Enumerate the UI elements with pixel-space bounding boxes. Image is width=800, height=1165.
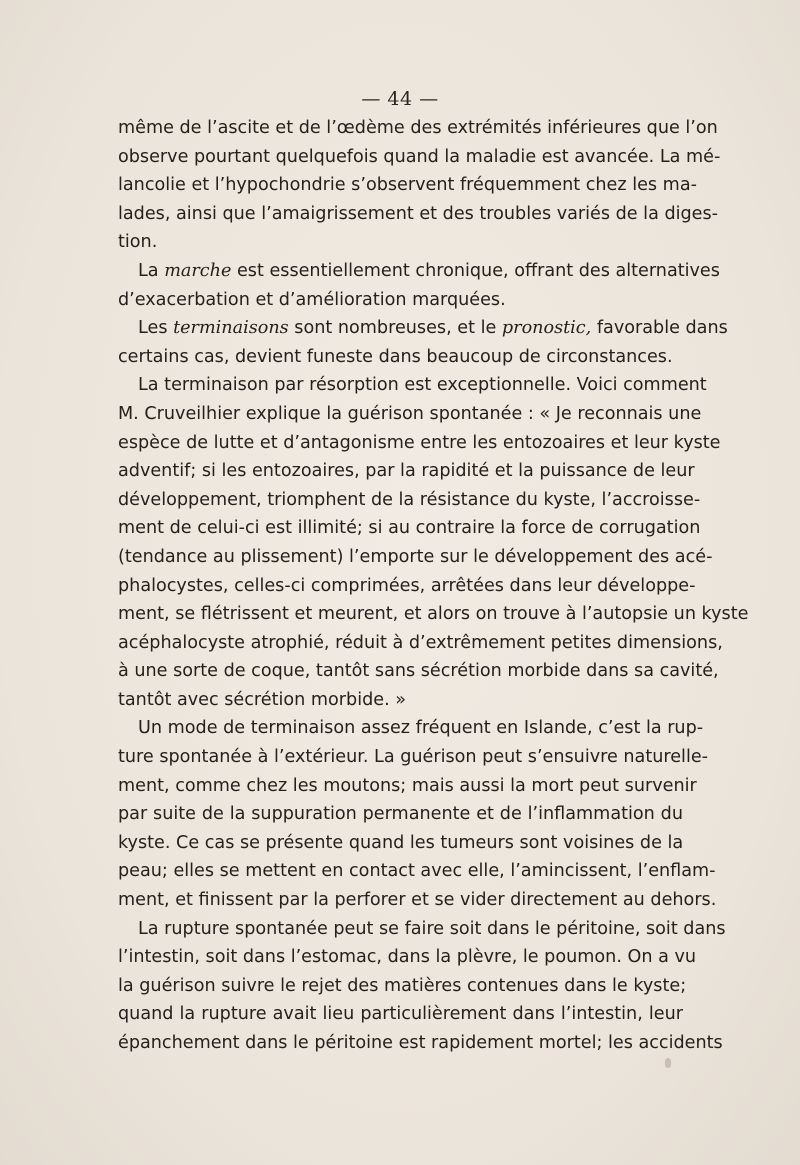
text-line: même de l’ascite et de l’œdème des extrémités inférieures que l’on <box>118 118 718 138</box>
text-line <box>118 314 728 343</box>
text-line: tion. <box>118 232 158 253</box>
italic-term: terminaisons <box>173 318 289 339</box>
text-line: La terminaison par résorption est exceptionnelle. Voici comment <box>138 375 707 396</box>
text-line: la guérison suivre le rejet des matières contenues dans le kyste; <box>118 975 687 996</box>
text-line: quand la rupture avait lieu particulièrement dans l’intestin, leur <box>118 1004 683 1025</box>
text-line: phalocystes, celles-ci comprimées, arrêtées dans leur développe- <box>118 575 696 596</box>
text-segment: La <box>138 260 165 281</box>
text-line: tantôt avec sécrétion morbide. » <box>118 689 407 710</box>
text-line: (tendance au plissement) l’emporte sur le développement des acé- <box>118 546 713 567</box>
text-line: à une sorte de coque, tantôt sans sécrétion morbide dans sa cavité, <box>118 661 719 682</box>
text-line: développement, triomphent de la résistance du kyste, l’accroisse- <box>118 489 701 510</box>
text-line: ment, comme chez les moutons; mais aussi la mort peut survenir <box>118 775 697 796</box>
page-number-header: — 44 — <box>361 88 439 110</box>
text-line: ture spontanée à l’extérieur. La guérison peut s’ensuivre naturelle- <box>118 747 708 768</box>
text-line: d’exacerbation et d’amélioration marquées. <box>118 289 506 310</box>
text-line: l’intestin, soit dans l’estomac, dans la plèvre, le poumon. On a vu <box>118 947 697 968</box>
text-line <box>118 257 720 286</box>
text-line: par suite de la suppuration permanente et de l’inflammation du <box>118 804 683 825</box>
text-line: adventif; si les entozoaires, par la rapidité et la puissance de leur <box>118 461 695 482</box>
text-line: certains cas, devient funeste dans beaucoup de circonstances. <box>118 346 673 367</box>
text-line: M. Cruveilhier explique la guérison spontanée : « Je reconnais une <box>118 403 702 424</box>
text-segment: est essentiellement chronique, offrant des alternatives <box>231 260 720 281</box>
text-line: ment, et finissent par la perforer et se vider directement au dehors. <box>118 890 717 911</box>
text-line: ment de celui-ci est illimité; si au contraire la force de corrugation <box>118 518 701 539</box>
text-segment: favorable dans <box>591 318 728 339</box>
text-line: peau; elles se mettent en contact avec elle, l’amincissent, l’enflam- <box>118 861 716 882</box>
text-line: kyste. Ce cas se présente quand les tumeurs sont voisines de la <box>118 832 684 853</box>
text-segment: Les <box>138 318 174 339</box>
text-line: observe pourtant quelquefois quand la maladie est avancée. La mé- <box>118 146 721 167</box>
body-text <box>118 114 749 1058</box>
italic-term: pronostic, <box>501 318 592 339</box>
text-line: épanchement dans le péritoine est rapidement mortel; les accidents <box>118 1033 723 1053</box>
text-line: La rupture spontanée peut se faire soit dans le péritoine, soit dans <box>138 918 726 939</box>
text-line: lades, ainsi que l’amaigrissement et des troubles variés de la diges- <box>118 203 719 224</box>
paper-speck <box>665 1058 671 1068</box>
text-line: acéphalocyste atrophié, réduit à d’extrêmement petites dimensions, <box>118 632 723 653</box>
text-line: espèce de lutte et d’antagonisme entre les entozoaires et leur kyste <box>118 432 721 453</box>
text-line: lancolie et l’hypochondrie s’observent fréquemment chez les ma- <box>118 175 697 196</box>
text-segment: sont nombreuses, et le <box>288 318 502 339</box>
text-line: ment, se flétrissent et meurent, et alors on trouve à l’autopsie un kyste <box>118 604 749 625</box>
text-line: Un mode de terminaison assez fréquent en Islande, c’est la rup- <box>138 718 704 739</box>
italic-term: marche <box>164 260 232 281</box>
